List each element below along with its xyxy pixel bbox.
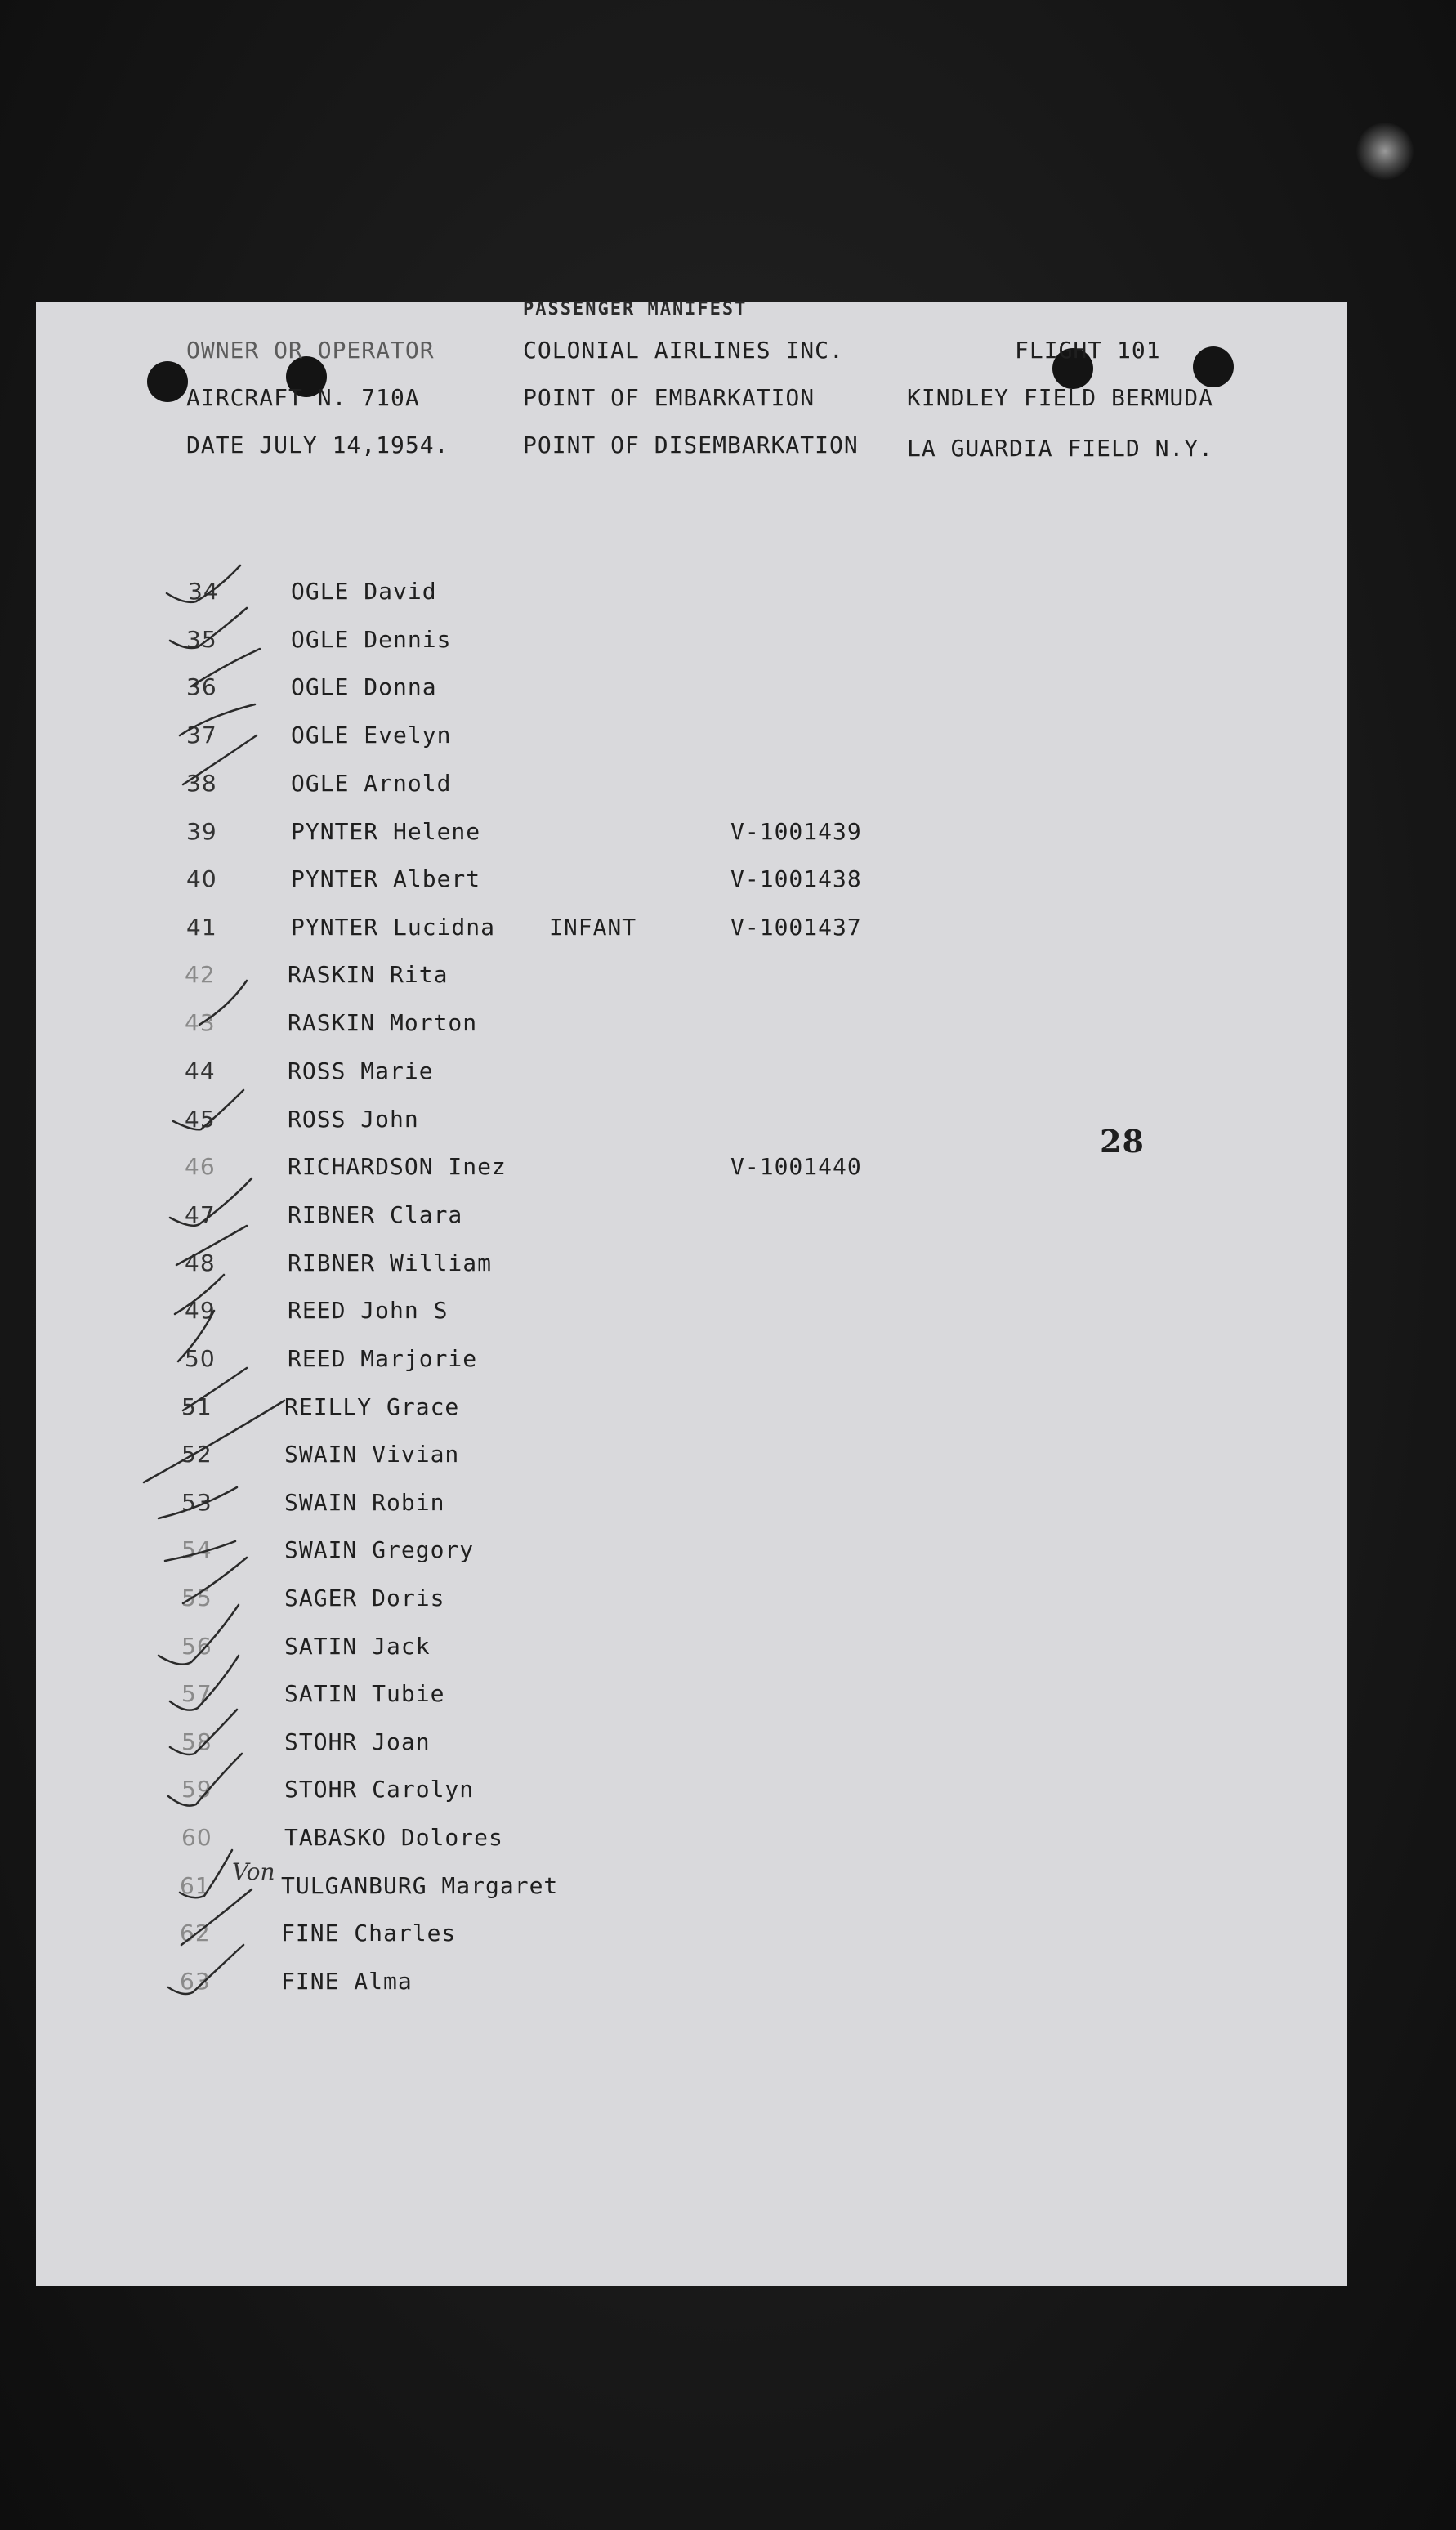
passenger-name: ROSS John <box>288 1106 419 1133</box>
passenger-number: 53 <box>181 1489 212 1516</box>
passenger-name: REED Marjorie <box>288 1345 478 1372</box>
disembarkation-value: LA GUARDIA FIELD N.Y. <box>907 435 1214 462</box>
handwritten-note: Von <box>232 1858 275 1885</box>
embarkation-label: POINT OF EMBARKATION <box>523 384 815 411</box>
passenger-number: 62 <box>180 1920 211 1947</box>
passenger-name: OGLE Evelyn <box>291 722 452 749</box>
check-mark <box>144 1401 284 1482</box>
passenger-number: 42 <box>185 961 216 988</box>
passenger-name: OGLE David <box>291 578 437 605</box>
passenger-name: RIBNER William <box>288 1249 493 1276</box>
passenger-number: 61 <box>180 1872 211 1899</box>
owner-value: COLONIAL AIRLINES INC. <box>523 337 844 364</box>
check-mark <box>175 1275 224 1314</box>
check-mark <box>176 1226 247 1265</box>
check-mark <box>191 649 260 686</box>
passenger-name: RIBNER Clara <box>288 1201 463 1228</box>
passenger-number: 37 <box>186 722 217 749</box>
passenger-number: 44 <box>185 1057 216 1084</box>
passenger-name: OGLE Donna <box>291 673 437 700</box>
owner-label: OWNER OR OPERATOR <box>186 337 435 364</box>
check-mark <box>165 1541 235 1561</box>
passenger-number: 41 <box>186 914 217 941</box>
passenger-number: 38 <box>186 770 217 797</box>
passenger-name: RASKIN Rita <box>288 961 449 988</box>
passenger-number: 57 <box>181 1680 212 1707</box>
check-mark <box>199 981 247 1025</box>
check-mark <box>168 1754 242 1806</box>
check-marks <box>36 302 1347 2286</box>
passenger-name: TULGANBURG Margaret <box>281 1872 559 1899</box>
check-mark <box>159 1605 239 1665</box>
passenger-name: TABASKO Dolores <box>284 1824 503 1851</box>
check-mark <box>170 1710 237 1754</box>
passenger-number: 45 <box>185 1106 216 1133</box>
passenger-number: 51 <box>181 1393 212 1420</box>
check-mark <box>180 704 255 735</box>
check-mark <box>183 735 257 784</box>
passenger-number: 59 <box>181 1776 212 1803</box>
check-mark <box>170 608 247 648</box>
passenger-name: PYNTER Helene <box>291 818 481 845</box>
check-mark <box>173 1090 243 1129</box>
flight-number: FLIGHT 101 <box>1015 337 1161 364</box>
check-mark <box>170 1178 252 1226</box>
passenger-name: SWAIN Robin <box>284 1489 445 1516</box>
aircraft-number: AIRCRAFT N. 710A <box>186 384 420 411</box>
passenger-number: 60 <box>181 1824 212 1851</box>
check-mark <box>183 1368 247 1410</box>
check-mark <box>183 1558 247 1603</box>
passenger-name: FINE Alma <box>281 1968 413 1995</box>
passenger-number: 56 <box>181 1633 212 1660</box>
check-mark <box>167 565 240 602</box>
passenger-name: SWAIN Vivian <box>284 1441 460 1468</box>
passenger-name: SATIN Tubie <box>284 1680 445 1707</box>
passenger-number: 58 <box>181 1728 212 1755</box>
passenger-number: 34 <box>188 578 219 605</box>
passenger-name: PYNTER Albert <box>291 865 481 892</box>
check-mark <box>180 1850 232 1898</box>
passenger-name: RICHARDSON Inez <box>288 1153 507 1180</box>
passenger-number: 36 <box>186 673 217 700</box>
visa-number: V-1001439 <box>730 818 862 845</box>
passenger-name: ROSS Marie <box>288 1057 434 1084</box>
passenger-name: REILLY Grace <box>284 1393 460 1420</box>
check-mark <box>168 1945 243 1994</box>
passenger-name: OGLE Dennis <box>291 626 452 653</box>
embarkation-value: KINDLEY FIELD BERMUDA <box>907 384 1214 411</box>
passenger-number: 47 <box>185 1201 216 1228</box>
passenger-name: STOHR Joan <box>284 1728 431 1755</box>
light-flare <box>1356 123 1414 180</box>
manifest-date: DATE JULY 14,1954. <box>186 431 449 458</box>
passenger-name: SATIN Jack <box>284 1633 431 1660</box>
visa-number: V-1001440 <box>730 1153 862 1180</box>
passenger-name: PYNTER Lucidna <box>291 914 496 941</box>
passenger-name: FINE Charles <box>281 1920 457 1947</box>
passenger-number: 39 <box>186 818 217 845</box>
passenger-number: 55 <box>181 1585 212 1611</box>
passenger-number: 49 <box>185 1297 216 1324</box>
passenger-name: SAGER Doris <box>284 1585 445 1611</box>
passenger-note: INFANT <box>549 914 637 941</box>
passenger-number: 63 <box>180 1968 211 1995</box>
passenger-name: SWAIN Gregory <box>284 1536 475 1563</box>
manifest-title: PASSENGER MANIFEST <box>523 299 748 320</box>
page-count-note: 28 <box>1100 1123 1145 1160</box>
passenger-name: RASKIN Morton <box>288 1009 478 1036</box>
passenger-name: STOHR Carolyn <box>284 1776 475 1803</box>
passenger-number: 54 <box>181 1536 212 1563</box>
passenger-number: 48 <box>185 1249 216 1276</box>
visa-number: V-1001438 <box>730 865 862 892</box>
manifest-page <box>36 299 1347 2286</box>
passenger-number: 46 <box>185 1153 216 1180</box>
visa-number: V-1001437 <box>730 914 862 941</box>
passenger-number: 35 <box>186 626 217 653</box>
check-mark <box>178 1311 214 1361</box>
check-mark <box>159 1487 237 1518</box>
passenger-name: OGLE Arnold <box>291 770 452 797</box>
passenger-number: 40 <box>186 865 217 892</box>
passenger-number: 52 <box>181 1441 212 1468</box>
disembarkation-label: POINT OF DISEMBARKATION <box>523 431 859 458</box>
passenger-name: REED John S <box>288 1297 449 1324</box>
passenger-number: 43 <box>185 1009 216 1036</box>
passenger-number: 50 <box>185 1345 216 1372</box>
